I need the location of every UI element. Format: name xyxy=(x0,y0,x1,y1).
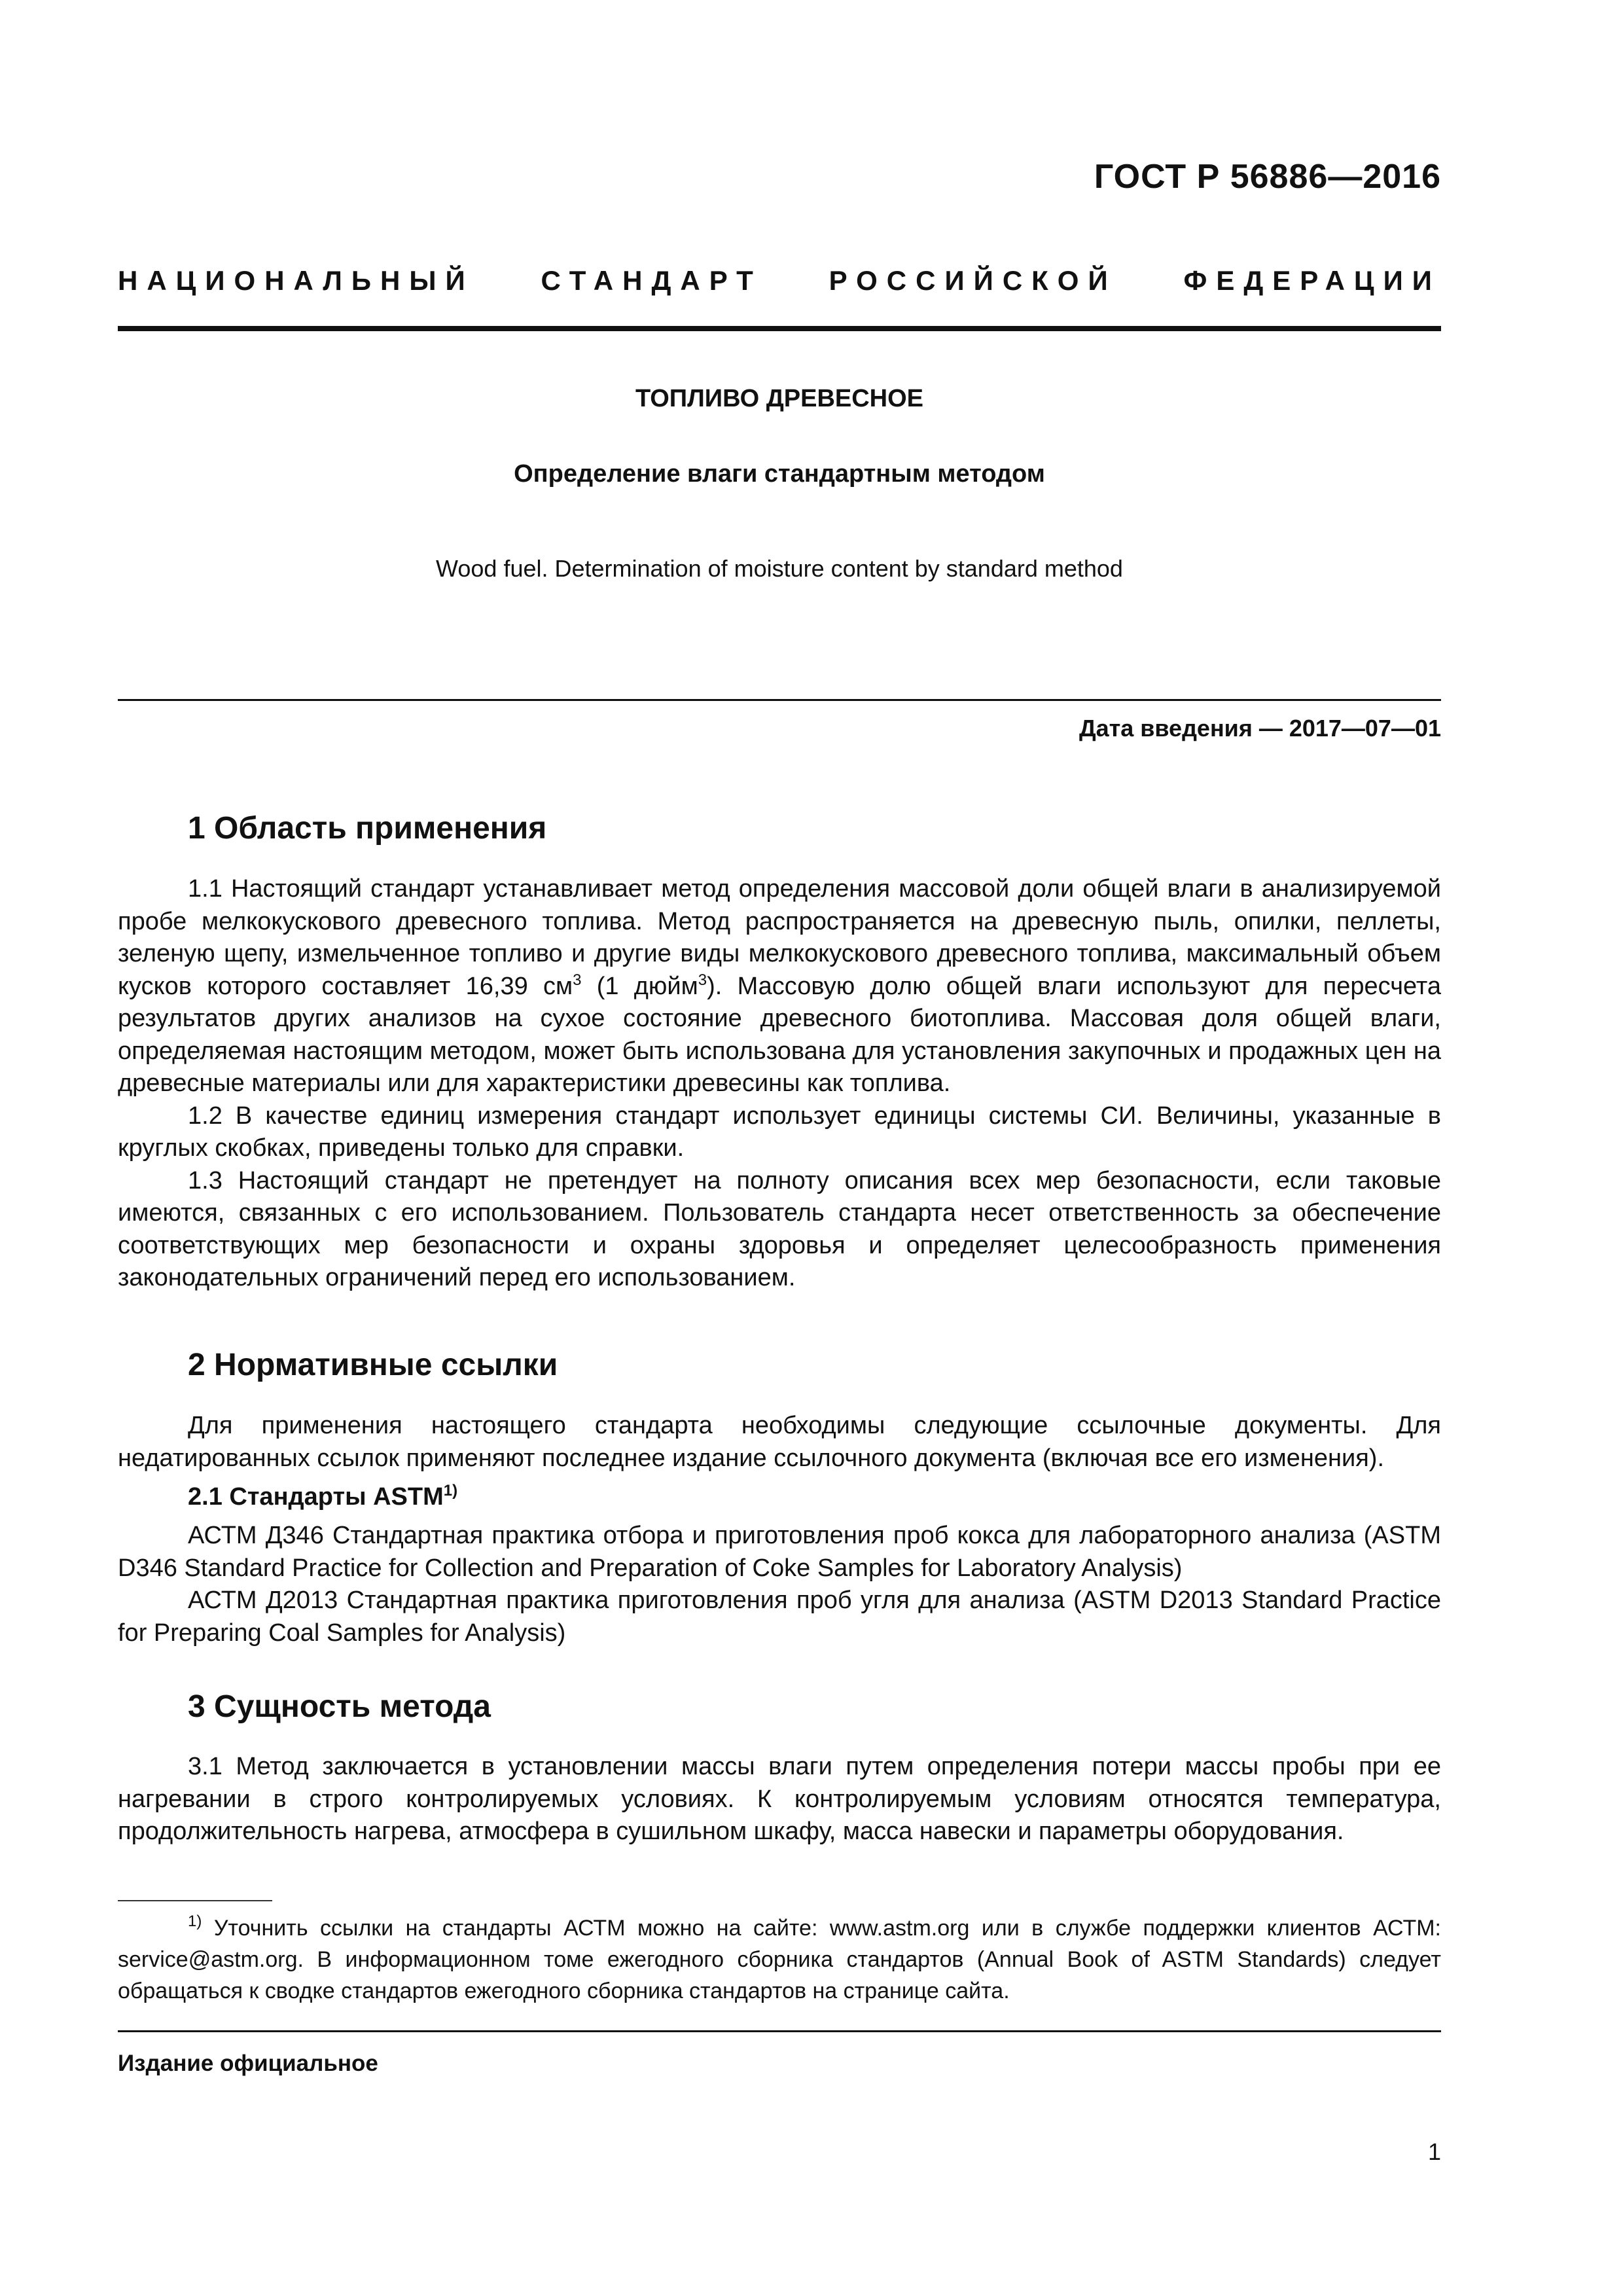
paragraph-1-2: 1.2 В качестве единиц измерения стандарт использует единицы системы СИ. Величины, указанные в круглых скобках, приведены только для справки. xyxy=(118,1102,1441,1162)
section-1-body xyxy=(118,873,1441,1295)
gost-number: ГОСТ Р 56886—2016 xyxy=(1094,158,1441,196)
official-edition-label: Издание официальное xyxy=(118,2051,378,2076)
document-title: ТОПЛИВО ДРЕВЕСНОЕ xyxy=(635,385,924,412)
section-2-references xyxy=(118,1520,1441,1649)
banner-word: НАЦИОНАЛЬНЫЙ xyxy=(118,265,474,296)
subsection-2-1-heading: 2.1 Стандарты ASTM$^{1)}$ xyxy=(188,1482,458,1511)
intro-date: Дата введения — 2017—07—01 xyxy=(1079,715,1441,742)
paragraph-3-1: 3.1 Метод заключается в установлении массы влаги путем определения потери массы пробы при ее нагревании в строго контролируемых условиях. К контролируемым условиям относятся температура, продолжительность нагрева, атмосфера в сушильном шкафу, масса навески и параметры оборудования. xyxy=(118,1753,1441,1845)
title-divider xyxy=(118,699,1441,701)
paragraph-1-3: 1.3 Настоящий стандарт не претендует на полноту описания всех мер безопасности, если таковые имеются, связанных с его использованием. Пользователь стандарта несет ответственность за обеспечение соответствующих мер безопасности и охраны здоровья и определяет целесообразность применения законодательных ограничений перед его использованием. xyxy=(118,1166,1441,1291)
document-subtitle: Определение влаги стандартным методом xyxy=(514,460,1045,488)
banner-word: СТАНДАРТ xyxy=(541,265,762,296)
section-3-body xyxy=(118,1751,1441,1848)
paragraph-1-1: 1.1 Настоящий стандарт устанавливает метод определения массовой доли общей влаги в анализируемой пробе мелкокускового древесного топлива. Метод распространяется на древесную пыль, опилки, пеллеты, зеленую щепу, измельченное топливо и другие виды мелкокускового древесного топлива, максимальный объем кусков которого составляет 16,39 $см^3$ (1 дюйм$^3$). Массовую долю общей влаги используют для пересчета результатов других анализов на сухое состояние древесного биотоплива. Массовая доля общей влаги, определяемая настоящим методом, может быть использована для установления закупочных и продажных цен на древесные материалы или для характеристики древесины как топлива. xyxy=(118,875,1441,1097)
banner-word: РОССИЙСКОЙ xyxy=(829,265,1117,296)
reference-astm-d2013: АСТМ Д2013 Стандартная практика приготовления проб угля для анализа (ASTM D2013 Standard Practice for Preparing Coal Samples for Analysis) xyxy=(118,1587,1441,1647)
reference-astm-d346: АСТМ Д346 Стандартная практика отбора и приготовления проб кокса для лабораторного анализа (ASTM D346 Standard Practice for Collection and Preparation of Coke Samples for Laboratory Analysis) xyxy=(118,1522,1441,1582)
section-3-heading: 3 Сущность метода xyxy=(188,1689,491,1724)
footnote-marker: 1) xyxy=(188,1912,202,1930)
footnote-text: Уточнить ссылки на стандарты АСТМ можно на сайте: www.astm.org или в службе поддержки клиентов АСТМ: service@astm.org. В информационном томе ежегодного сборника стандартов (Annual Book of ASTM Standards) следует обращаться к сводке стандартов ежегодного сборника стандартов на странице сайта. xyxy=(118,1916,1441,2003)
english-title: Wood fuel. Determination of moisture content by standard method xyxy=(436,555,1123,582)
national-standard-banner xyxy=(118,265,1441,296)
header-divider xyxy=(118,326,1441,331)
section-2-heading: 2 Нормативные ссылки xyxy=(188,1348,558,1382)
section-2-intro xyxy=(118,1410,1441,1475)
paragraph-2-intro: Для применения настоящего стандарта необходимы следующие ссылочные документы. Для недатированных ссылок применяют последнее издание ссылочного документа (включая все его изменения). xyxy=(118,1412,1441,1472)
banner-word: ФЕДЕРАЦИИ xyxy=(1183,265,1441,296)
footnote-separator xyxy=(118,1900,272,1901)
section-1-heading: 1 Область применения xyxy=(188,811,547,846)
footnote xyxy=(118,1912,1441,2007)
page-number: 1 xyxy=(1427,2138,1441,2165)
footer-divider xyxy=(118,2030,1441,2032)
